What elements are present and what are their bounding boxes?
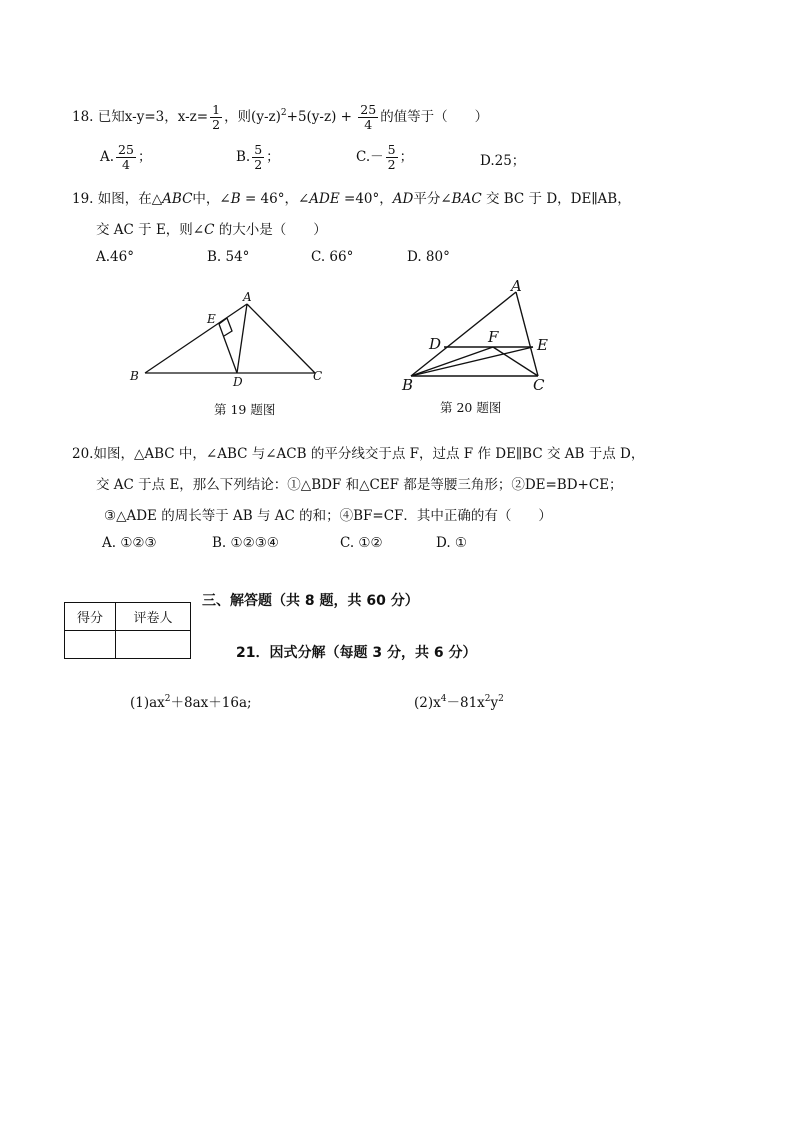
fraction-25-4: $\frac{25}{4}$ — [360, 102, 377, 132]
figure-20-caption: 第 20 题图 — [440, 400, 502, 415]
label-e: E — [537, 336, 548, 354]
question-20-line3: ③△ADE 的周长等于 AB 与 AC 的和；④BF=CF．其中正确的有（ ） — [104, 508, 552, 524]
right-angle-mark — [219, 318, 232, 336]
question-19-line1: 19. 如图，在△ABC中，∠B = 46°，∠ADE =40°，AD平分∠BAC 交 BC 于 D，DE∥AB， — [72, 191, 631, 207]
segment-ac — [247, 304, 315, 373]
label-a: A — [243, 290, 252, 304]
option-a: A. ①②③ — [102, 535, 157, 551]
figure-19 — [125, 288, 335, 388]
option-b: B. 54° — [207, 249, 250, 265]
segment-bf — [411, 347, 493, 376]
stem-text: 的值等于（ ） — [380, 109, 489, 125]
question-number: 18. — [72, 109, 94, 125]
option-d: D. 80° — [407, 249, 450, 265]
stem-text: ，则(y-z) — [224, 109, 281, 125]
question-19-line2: 交 AC 于 E，则∠C 的大小是（ ） — [96, 222, 327, 238]
segment-de — [219, 324, 237, 373]
label-c: C — [533, 376, 545, 394]
label-d: D — [233, 375, 243, 388]
option-d: D. ① — [436, 535, 468, 551]
label-b: B — [402, 376, 414, 394]
label-d: D — [429, 335, 442, 353]
label-b: B — [130, 369, 139, 383]
question-21-part2: $(2)x^4-81x^2y^2$ — [414, 694, 504, 711]
segment-ab — [145, 304, 247, 373]
score-label: 得分 — [65, 603, 116, 631]
option-b: B. ①②③④ — [212, 535, 279, 551]
option-b: B. $\frac{5}{2}$ ； — [236, 142, 280, 172]
question-21-title: 21．因式分解（每题 3 分，共 6 分） — [236, 645, 477, 661]
fraction-1-2: $\frac{1}{2}$ — [212, 102, 221, 132]
question-20-line1: 20.如图，△ABC 中，∠ABC 与∠ACB 的平分线交于点 F，过点 F 作 DE∥BC 交 AB 于点 D， — [72, 446, 645, 462]
label-e: E — [207, 312, 216, 326]
figure-19-caption: 第 19 题图 — [214, 402, 276, 417]
option-c: C. 66° — [311, 249, 354, 265]
option-d: D.25； — [480, 153, 526, 169]
option-a: A.46° — [96, 249, 134, 265]
question-20-line2: 交 AC 于点 E，那么下列结论：①△BDF 和△CEF 都是等腰三角形；②DE=BD+CE； — [96, 477, 623, 493]
question-21-part1: $(1)ax^2+8ax+16a$; — [130, 694, 252, 711]
grader-label: 评卷人 — [116, 603, 191, 631]
option-a: A. $\frac{25}{4}$ ； — [100, 142, 152, 172]
figure-20 — [398, 276, 560, 400]
section-title: 三、解答题（共 8 题，共 60 分） — [202, 593, 419, 609]
label-f: F — [488, 328, 499, 346]
score-table — [64, 602, 191, 659]
option-c: C. ①② — [340, 535, 383, 551]
label-a: A — [511, 277, 522, 295]
question-18-stem: 18. 已知x-y=3，x-z= $\frac{1}{2}$ ，则$(y-z)^2+5(y-z)$ + $\frac{25}{4}$ 的值等于（ ） — [72, 102, 489, 132]
score-cell — [65, 631, 116, 659]
label-c: C — [313, 369, 323, 383]
stem-text: +5(y-z) + — [286, 109, 352, 125]
option-c: C.－ $\frac{5}{2}$ ； — [356, 142, 414, 172]
grader-cell — [116, 631, 191, 659]
segment-ad — [237, 304, 247, 373]
stem-text: 已知x-y=3，x-z= — [97, 109, 209, 125]
